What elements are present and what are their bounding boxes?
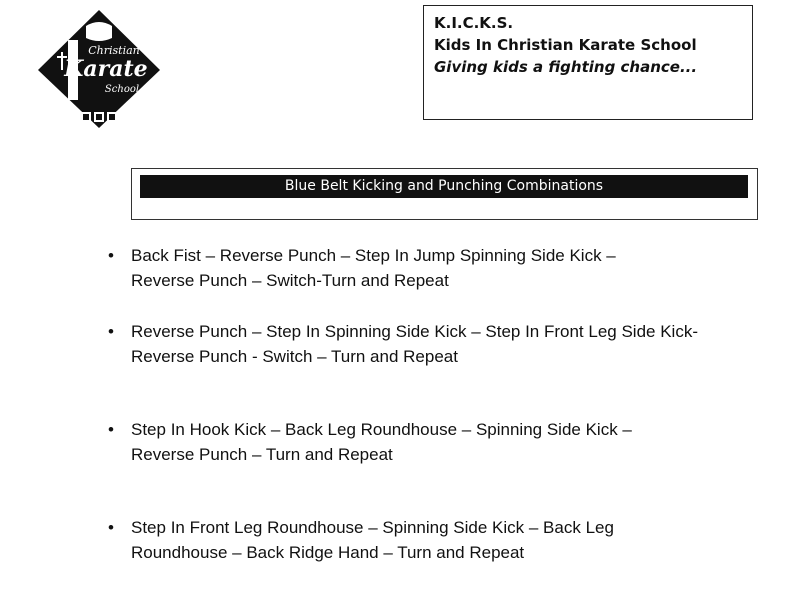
school-acronym: K.I.C.K.S.	[434, 14, 514, 32]
school-full-name: Kids In Christian Karate School	[434, 36, 697, 54]
combination-line: Step In Front Leg Roundhouse – Spinning Side Kick – Back Leg	[131, 518, 614, 537]
combination-line: Roundhouse – Back Ridge Hand – Turn and Repeat	[131, 543, 525, 562]
school-info-box	[423, 5, 753, 120]
combination-line: Reverse Punch – Turn and Repeat	[131, 445, 393, 464]
karate-school-diamond-logo-icon	[34, 4, 164, 130]
bullet-icon: •	[108, 420, 114, 439]
logo-text-bottom: School	[104, 84, 140, 95]
school-logo	[34, 4, 164, 130]
bullet-icon: •	[108, 518, 114, 537]
combination-line: Reverse Punch – Switch-Turn and Repeat	[131, 271, 449, 290]
combination-line: Step In Hook Kick – Back Leg Roundhouse – Spinning Side Kick –	[131, 420, 632, 439]
school-tagline: Giving kids a fighting chance...	[434, 58, 698, 76]
combination-line: Reverse Punch – Step In Spinning Side Kick – Step In Front Leg Side Kick-	[131, 322, 698, 341]
page-title: Blue Belt Kicking and Punching Combinations	[140, 175, 748, 198]
bullet-icon: •	[108, 322, 114, 341]
logo-text-main: Karate	[64, 56, 148, 82]
logo-text-top: Christian	[88, 44, 140, 57]
bullet-icon: •	[108, 246, 114, 265]
combination-line: Back Fist – Reverse Punch – Step In Jump Spinning Side Kick –	[131, 246, 616, 265]
combination-line: Reverse Punch - Switch – Turn and Repeat	[131, 347, 458, 366]
title-box	[131, 168, 758, 220]
